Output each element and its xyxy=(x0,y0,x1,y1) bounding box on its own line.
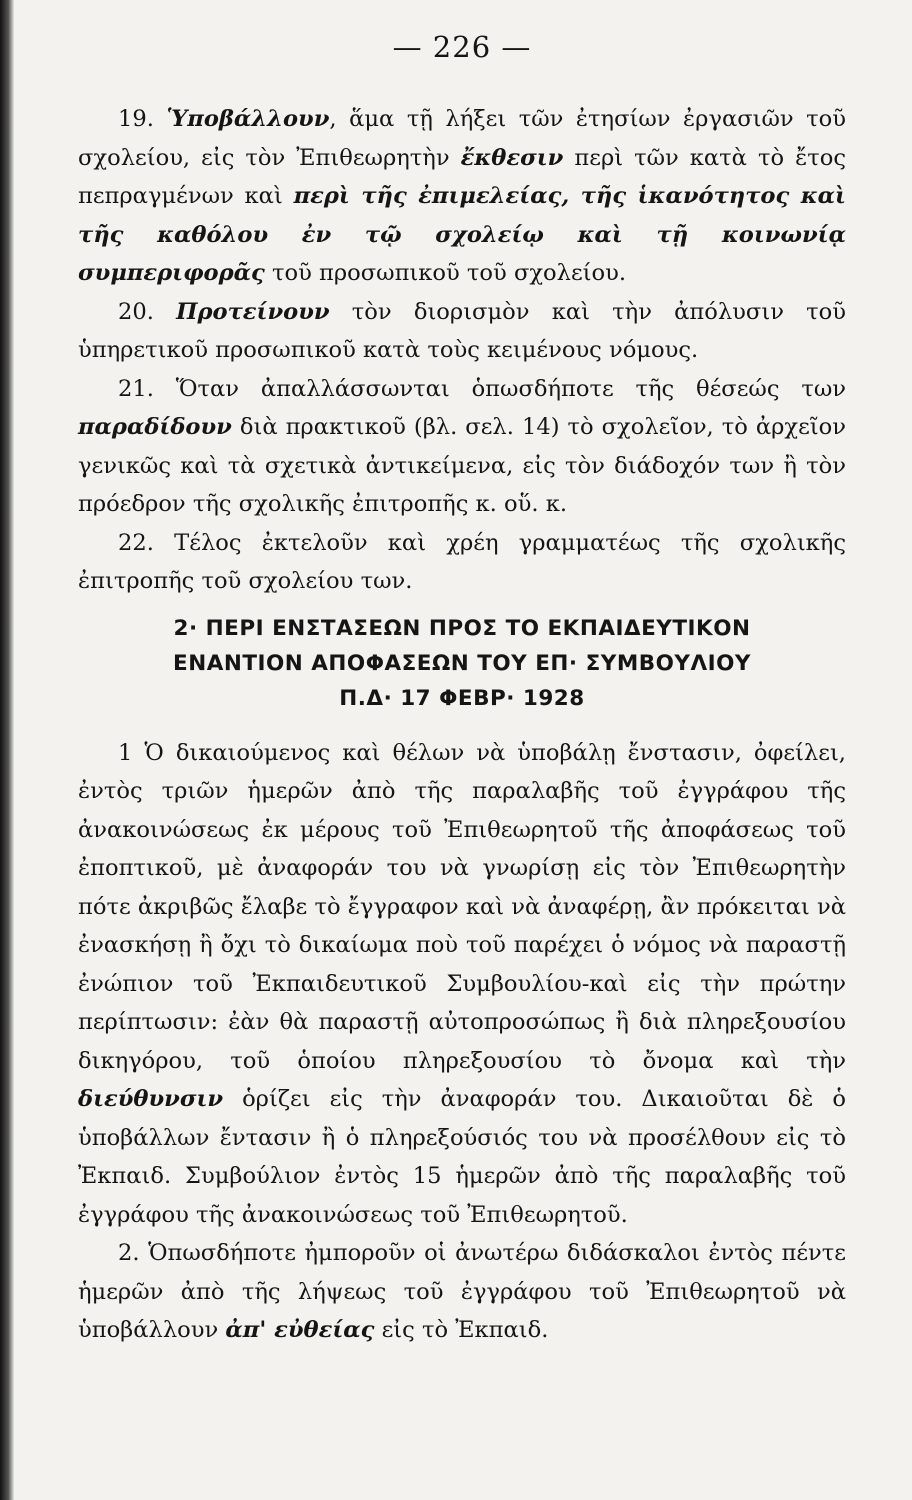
section-heading xyxy=(78,611,846,716)
page-number: — 226 — xyxy=(392,30,532,64)
item-number: 21. xyxy=(118,375,154,402)
bold-term: ἀπ' εὐθείας xyxy=(225,1317,375,1343)
item-number: 20. xyxy=(118,298,154,325)
heading-line-1: 2· ΠΕΡΙ ΕΝΣΤΑΣΕΩΝ ΠΡΟΣ ΤΟ ΕΚΠΑΙΔΕΥΤΙΚΟΝ xyxy=(173,615,751,641)
paragraph-21 xyxy=(78,370,846,524)
paragraph-text: 2. Ὁπωσδήποτε ἠμποροῦν οἱ ἀνωτέρω διδάσκαλοι ἐντὸς πέντε ἡμερῶν ἀπὸ τῆς λήψεως τοῦ ἐγγράφου τοῦ Ἐπιθεωρητοῦ νὰ ὑποβάλλουν xyxy=(78,1240,846,1343)
bold-term: παραδίδουν xyxy=(78,414,232,440)
item-number: 19. xyxy=(118,106,154,132)
paragraph-text: εἰς τὸ Ἐκπαιδ. xyxy=(374,1317,549,1343)
book-spine-shadow xyxy=(0,0,14,1500)
bold-phrase: περὶ τῆς ἐπιμελείας, τῆς ἱκανότητος καὶ τῆς καθόλου ἐν τῷ σχολείῳ καὶ τῇ κοινωνίᾳ συμπεριφορᾶς xyxy=(78,183,846,286)
paragraph-text: περὶ τῶν κατὰ τὸ ἔτος πεπραγμένων καὶ xyxy=(78,144,846,209)
paragraph-text: Ὅταν ἀπαλλάσσωνται ὁπωσδήποτε τῆς θέσεώς των xyxy=(175,375,846,402)
paragraph-20 xyxy=(78,293,846,370)
paragraph-text: 1 Ὁ δικαιούμενος καὶ θέλων νὰ ὑποβάλῃ ἔνστασιν, ὀφείλει, ἐντὸς τριῶν ἡμερῶν ἀπὸ τῆς παραλαβῆς τοῦ ἐγγράφου τῆς ἀνακοινώσεως ἐκ μέρους τοῦ Ἐπιθεωρητοῦ τῆς ἀποφάσεως τοῦ ἐποπτικοῦ, μὲ ἀναφοράν του νὰ γνωρίσῃ εἰς τὸν Ἐπιθεωρητὴν πότε ἀκριβῶς ἔλαβε τὸ ἔγγραφον καὶ νὰ ἀναφέρῃ, ἂν πρόκειται νὰ ἐνασκήσῃ ἢ ὄχι τὸ δικαίωμα ποὺ τοῦ παρέχει ὁ νόμος νὰ παραστῇ ἐνώπιον τοῦ Ἐκπαιδευτικοῦ Συμβουλίου-καὶ εἰς τὴν πρώτην περίπτωσιν: ἐὰν θὰ παραστῇ αὐτοπροσώπως ἢ διὰ πληρεξουσίου δικηγόρου, τοῦ ὁποίου πληρεξουσίου τὸ ὄνομα καὶ τὴν xyxy=(78,739,846,1074)
bold-term: ἔκθεσιν xyxy=(460,144,564,171)
book-page xyxy=(78,30,846,1350)
paragraph-text: , ἅμα τῇ λήξει τῶν ἐτησίων ἐργασιῶν τοῦ σχολείου, εἰς τὸν Ἐπιθεωρητὴν xyxy=(78,106,847,171)
paragraph-text: τοῦ προσωπικοῦ τοῦ σχολείου. xyxy=(264,260,627,286)
paragraph-text: Τέλος ἐκτελοῦν καὶ χρέη γραμματέως τῆς σχολικῆς ἐπιτροπῆς τοῦ σχολείου των. xyxy=(78,529,846,594)
paragraph-text: τὸν διορισμὸν καὶ τὴν ἀπόλυσιν τοῦ ὑπηρετικοῦ προσωπικοῦ κατὰ τοὺς κειμένους νόμους. xyxy=(78,298,846,363)
bold-term: διεύθυνσιν xyxy=(78,1086,224,1112)
item-number: 22. xyxy=(118,529,154,556)
paragraph-text: ὁρίζει εἰς τὴν ἀναφοράν του. Δικαιοῦται δὲ ὁ ὑποβάλλων ἔντασιν ἢ ὁ πληρεξούσιός του νὰ προσέλθουν εἰς τὸ Ἐκπαιδ. Συμβούλιον ἐντὸς 15 ἡμερῶν ἀπὸ τῆς παραλαβῆς τοῦ ἐγγράφου τῆς ἀνακοινώσεως τοῦ Ἐπιθεωρητοῦ. xyxy=(78,1086,846,1228)
paragraph-text: διὰ πρακτικοῦ (βλ. σελ. 14) τὸ σχολεῖον, τὸ ἀρχεῖον γενικῶς καὶ τὰ σχετικὰ ἀντικείμενα, εἰς τὸν διάδοχόν των ἢ τὸν πρόεδρον τῆς σχολικῆς ἐπιτροπῆς κ. οὕ. κ. xyxy=(78,414,846,517)
paragraph-19 xyxy=(78,100,846,293)
heading-line-2: ΕΝΑΝΤΙΟΝ ΑΠΟΦΑΣΕΩΝ ΤΟΥ ΕΠ· ΣΥΜΒΟΥΛΙΟΥ xyxy=(173,650,751,676)
paragraph-22 xyxy=(78,524,846,601)
paragraph-1 xyxy=(78,734,846,1235)
bold-term: Προτείνουν xyxy=(176,298,330,325)
bold-term: Ὑποβάλλουν xyxy=(166,106,330,132)
heading-line-3: Π.Δ· 17 ΦΕΒΡ· 1928 xyxy=(339,685,585,711)
paragraph-2 xyxy=(78,1234,846,1350)
